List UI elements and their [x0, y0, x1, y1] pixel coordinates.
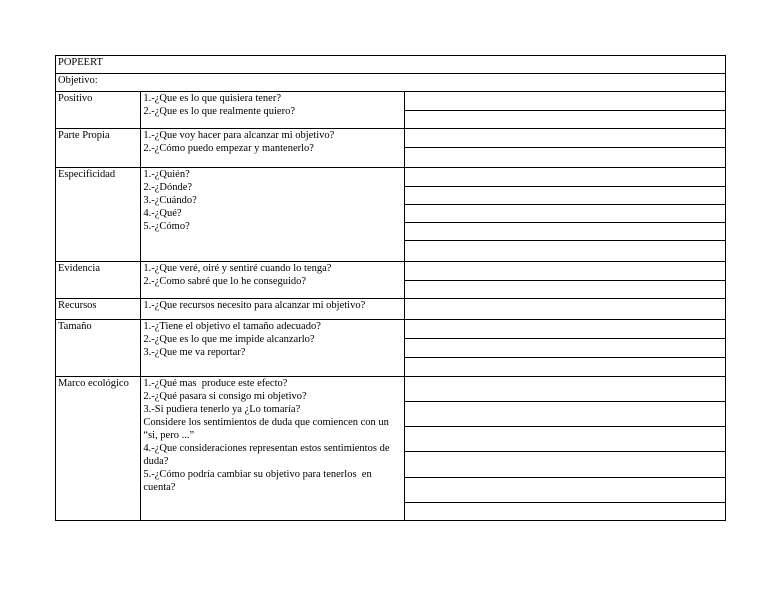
criteria-label: Marco ecológico	[56, 377, 141, 521]
answer-area	[404, 299, 725, 320]
question-text: 1.-¿Que es lo que quisiera tener?	[143, 93, 281, 104]
answer-field[interactable]	[405, 357, 725, 376]
answer-field[interactable]	[405, 168, 725, 186]
criteria-questions	[141, 299, 404, 320]
criteria-questions	[141, 320, 404, 377]
objective-row	[56, 74, 726, 92]
question-text: 1.-¿Qué mas produce este efecto?	[143, 378, 288, 389]
criteria-row	[56, 129, 726, 168]
question-text: 1.-¿Que veré, oiré y sentiré cuando lo tenga?	[143, 263, 332, 274]
criteria-row	[56, 377, 726, 521]
answer-field[interactable]	[405, 110, 725, 128]
criteria-label: Evidencia	[56, 262, 141, 299]
question-text: 1.-¿Tiene el objetivo el tamaño adecuado?	[143, 321, 321, 332]
answer-field[interactable]	[405, 129, 725, 147]
popeert-table	[55, 55, 726, 521]
answer-field[interactable]	[405, 477, 725, 502]
answer-field[interactable]	[405, 222, 725, 240]
criteria-questions	[141, 168, 404, 262]
question-text: 1.-¿Que recursos necesito para alcanzar mi objetivo?	[143, 300, 366, 311]
criteria-label: Recursos	[56, 299, 141, 320]
criteria-row	[56, 92, 726, 129]
answer-field[interactable]	[405, 451, 725, 477]
answer-area	[404, 377, 725, 521]
answer-field[interactable]	[405, 320, 725, 338]
criteria-row	[56, 320, 726, 377]
answer-field[interactable]	[405, 262, 725, 280]
answer-field[interactable]	[405, 377, 725, 401]
answer-field[interactable]	[405, 280, 725, 298]
question-text: 1.-¿Que voy hacer para alcanzar mi objetivo?	[143, 130, 335, 141]
answer-field[interactable]	[405, 401, 725, 426]
question-text: 2.-¿Como sabré que lo he conseguido?	[143, 276, 307, 287]
question-text: 3.-Si pudiera tenerlo ya ¿Lo tomaría?	[143, 404, 301, 415]
criteria-label: Parte Propia	[56, 129, 141, 168]
document-title: POPEERT	[56, 56, 726, 74]
criteria-label: Tamaño	[56, 320, 141, 377]
answer-area	[404, 129, 725, 168]
question-text: 2.-¿Dónde?	[143, 182, 193, 193]
criteria-row	[56, 299, 726, 320]
question-text: 2.-¿Que es lo que realmente quiero?	[143, 106, 295, 117]
answer-field[interactable]	[405, 186, 725, 204]
question-text: 2.-¿Que es lo que me impide alcanzarlo?	[143, 334, 315, 345]
question-text: 4.-¿Que consideraciones representan estos sentimientos de duda?	[143, 443, 393, 467]
answer-field[interactable]	[405, 147, 725, 167]
criteria-row	[56, 168, 726, 262]
criteria-row	[56, 262, 726, 299]
question-text: 1.-¿Quién?	[143, 169, 190, 180]
objective-label: Objetivo:	[56, 74, 726, 92]
answer-field[interactable]	[405, 240, 725, 261]
question-text: 3.-¿Que me va reportar?	[143, 347, 246, 358]
question-text: 2.-¿Cómo puedo empezar y mantenerlo?	[143, 143, 314, 154]
criteria-label: Positivo	[56, 92, 141, 129]
criteria-questions	[141, 92, 404, 129]
answer-field[interactable]	[405, 338, 725, 357]
question-text: 3.-¿Cuándo?	[143, 195, 197, 206]
answer-field[interactable]	[405, 204, 725, 222]
question-text: Considere los sentimientos de duda que comiencen con un “si, pero ...”	[143, 417, 392, 441]
criteria-questions	[141, 262, 404, 299]
answer-field[interactable]	[405, 502, 725, 520]
answer-field[interactable]	[405, 92, 725, 110]
answer-area	[404, 92, 725, 129]
answer-field[interactable]	[405, 299, 725, 319]
criteria-label: Especificidad	[56, 168, 141, 262]
criteria-questions	[141, 377, 404, 521]
answer-area	[404, 320, 725, 377]
criteria-questions	[141, 129, 404, 168]
question-text: 2.-¿Qué pasara si consigo mi objetivo?	[143, 391, 307, 402]
answer-area	[404, 262, 725, 299]
title-row	[56, 56, 726, 74]
question-text: 5.-¿Cómo?	[143, 221, 190, 232]
question-text: 5.-¿Cómo podría cambiar su objetivo para tenerlos en cuenta?	[143, 469, 375, 493]
answer-field[interactable]	[405, 426, 725, 451]
question-text: 4.-¿Qué?	[143, 208, 182, 219]
answer-area	[404, 168, 725, 262]
